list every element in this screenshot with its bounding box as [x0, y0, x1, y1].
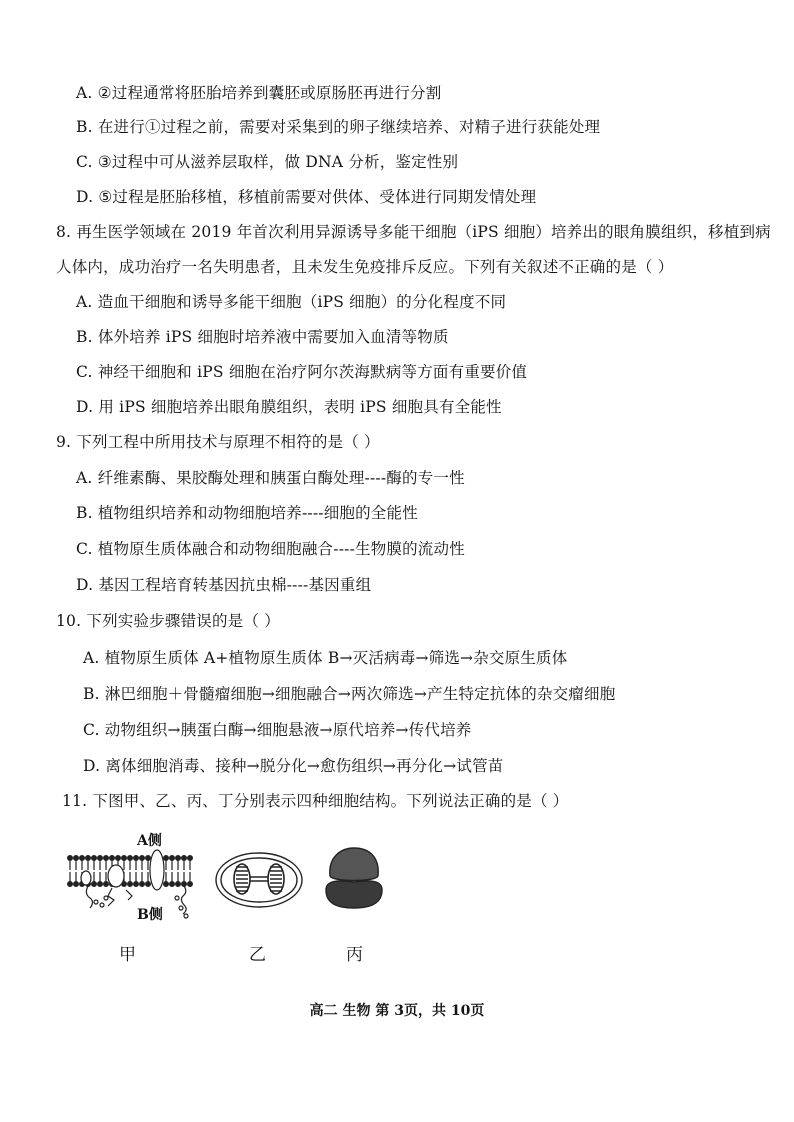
chloroplast-diagram — [214, 850, 304, 910]
q10-option-a: A. 植物原生质体 A+植物原生质体 B→灭活病毒→筛选→杂交原生质体 — [83, 649, 568, 667]
q8-option-d: D. 用 iPS 细胞培养出眼角膜组织，表明 iPS 细胞具有全能性 — [76, 398, 502, 416]
q8-option-b: B. 体外培养 iPS 细胞时培养液中需要加入血清等物质 — [76, 328, 449, 346]
figure-label-bing: 丙 — [346, 945, 363, 965]
figure-label-jia: 甲 — [119, 945, 136, 965]
ribosome-diagram — [322, 846, 386, 910]
q10-option-d: D. 离体细胞消毒、接种→脱分化→愈伤组织→再分化→试管苗 — [83, 757, 504, 775]
q10-option-b: B. 淋巴细胞＋骨髓瘤细胞→细胞融合→两次筛选→产生特定抗体的杂交瘤细胞 — [83, 685, 616, 703]
q8-option-a: A. 造血干细胞和诱导多能干细胞（iPS 细胞）的分化程度不同 — [76, 293, 507, 311]
q7-option-d: D. ⑤过程是胚胎移植，移植前需要对供体、受体进行同期发情处理 — [76, 188, 537, 206]
q9-option-a: A. 纤维素酶、果胶酶处理和胰蛋白酶处理----酶的专一性 — [76, 469, 465, 487]
q9-option-c: C. 植物原生质体融合和动物细胞融合----生物膜的流动性 — [76, 540, 465, 558]
q9-option-d: D. 基因工程培育转基因抗虫棉----基因重组 — [76, 576, 372, 594]
membrane-side-a-label: A侧 — [137, 833, 162, 849]
figure-label-yi: 乙 — [249, 945, 266, 965]
q9-option-b: B. 植物组织培养和动物细胞培养----细胞的全能性 — [76, 504, 418, 522]
cell-membrane-diagram — [66, 850, 196, 920]
q8-stem-line2: 人体内，成功治疗一名失明患者，且未发生免疫排斥反应。下列有关叙述不正确的是（ ） — [56, 258, 674, 276]
q9-stem: 9. 下列工程中所用技术与原理不相符的是（ ） — [56, 433, 380, 451]
page-footer: 高二 生物 第 3页，共 10页 — [309, 1003, 485, 1019]
q7-option-b: B. 在进行①过程之前，需要对采集到的卵子继续培养、对精子进行获能处理 — [76, 118, 601, 136]
q7-option-c: C. ③过程中可从滋养层取样，做 DNA 分析，鉴定性别 — [76, 153, 459, 171]
q10-option-c: C. 动物组织→胰蛋白酶→细胞悬液→原代培养→传代培养 — [83, 721, 472, 739]
q10-stem: 10. 下列实验步骤错误的是（ ） — [56, 612, 280, 630]
q7-option-a: A. ②过程通常将胚胎培养到囊胚或原肠胚再进行分割 — [76, 84, 442, 102]
q8-option-c: C. 神经干细胞和 iPS 细胞在治疗阿尔茨海默病等方面有重要价值 — [76, 363, 528, 381]
membrane-side-b-label: B侧 — [137, 907, 163, 923]
q8-stem-line1: 8. 再生医学领域在 2019 年首次利用异源诱导多能干细胞（iPS 细胞）培养出的眼角膜组织，移植到病 — [56, 223, 771, 241]
q11-stem: 11. 下图甲、乙、丙、丁分别表示四种细胞结构。下列说法正确的是（ ） — [62, 792, 569, 810]
